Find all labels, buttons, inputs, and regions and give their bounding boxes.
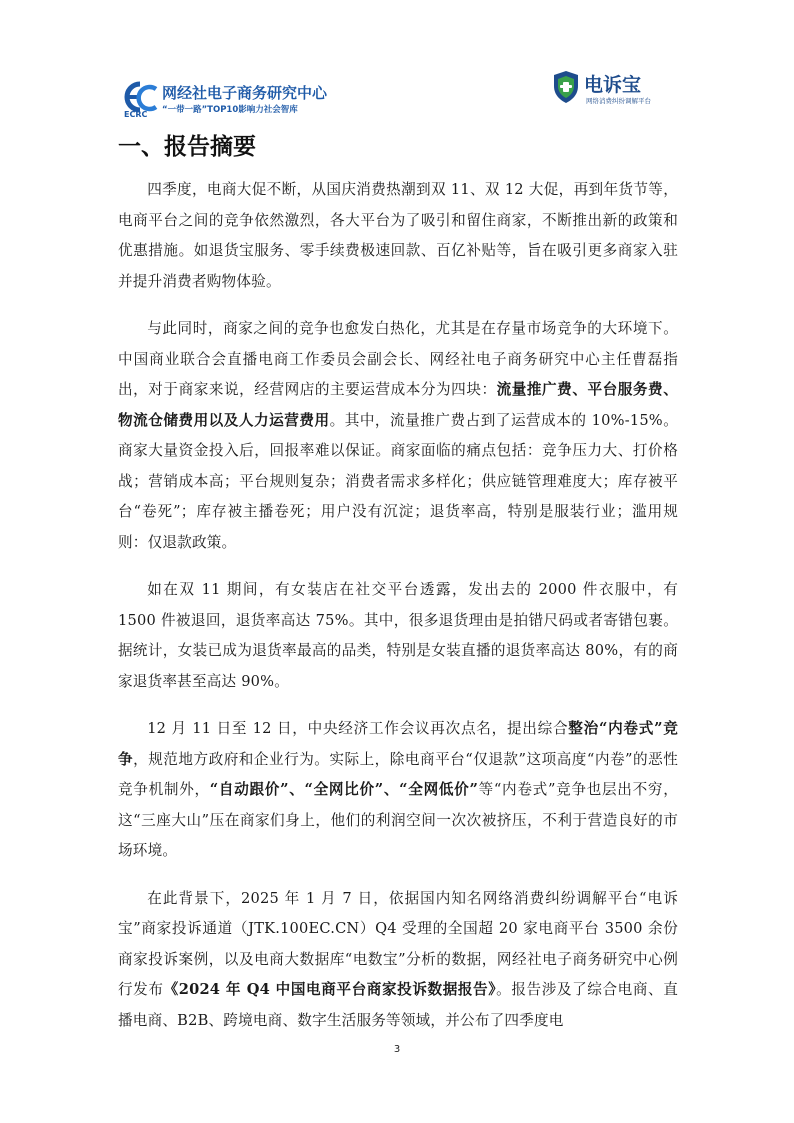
dianshubao-logo-subtitle: 网络消费纠纷调解平台 — [586, 97, 651, 105]
page-number: 3 — [393, 1044, 401, 1055]
body-paragraph — [118, 575, 678, 697]
body-paragraph — [118, 884, 678, 1037]
dianshubao-logo — [552, 70, 682, 112]
paragraph-text: 在此背景下，2025 年 1 月 7 日，依据国内知名网络消费纠纷调解平台“电诉宝”商家投诉通道（JTK.100EC.CN）Q4 受理的全国超 20 家电商平台 3500 余份商家投诉案例，以及电商大数据库“电数宝”分析的数据，网经社电子商务研究中心例行发布 — [118, 889, 678, 998]
paragraph-text: 四季度，电商大促不断，从国庆消费热潮到双 11、双 12 大促，再到年货节等，电商平台之间的竞争依然激烈，各大平台为了吸引和留住商家，不断推出新的政策和优惠措施。如退货宝服务、零手续费极速回款、百亿补贴等，旨在吸引更多商家入驻并提升消费者购物体验。 — [118, 181, 678, 290]
paragraph-text: ，规范地方政府和企业行为。实际上，除电商平台“仅退款”这项高度“内卷”的恶性竞争机制外， — [118, 750, 679, 798]
dianshubao-logo-name: 电诉宝 — [584, 74, 642, 96]
paragraph-text: 如在双 11 期间，有女装店在社交平台透露，发出去的 2000 件衣服中，有 1500 件被退回，退货率高达 75%。其中，很多退货理由是拍错尺码或者寄错包裹。据统计，女装已成为退货率最高的品类，特别是女装直播的退货率高达 80%，有的商家退货率甚至高达 90%。 — [118, 581, 678, 690]
ecrc-logo-abbr: ECRC — [124, 110, 148, 119]
paragraph-text: 。报告涉及了综合电商、直播电商、B2B、跨境电商、数字生活服务等领域，并公布了四季度电 — [118, 981, 678, 1029]
paragraph-text: 与此同时，商家之间的竞争也愈发白热化，尤其是在存量市场竞争的大环境下。中国商业联合会直播电商工作委员会副会长、网经社电子商务研究中心主任曹磊指出，对于商家来说，经营网店的主要运营成本分为四块： — [118, 320, 678, 398]
paragraph-text: 。其中，流量推广费占到了运营成本的 10%-15%。商家大量资金投入后，回报率难以保证。商家面临的痛点包括：竞争压力大、打价格战；营销成本高；平台规则复杂；消费者需求多样化；供应链管理难度大；库存被平台“卷死”；库存被主播卷死；用户没有沉淀；退货率高，特别是服装行业；滥用规则：仅退款政策。 — [118, 411, 678, 551]
shield-icon — [552, 70, 580, 104]
body-paragraph — [118, 314, 678, 558]
ecrc-logo — [122, 78, 342, 120]
ecrc-logo-subtitle: “一带一路”TOP10影响力社会智库 — [162, 105, 298, 115]
emphasized-text: 《2024 年 Q4 中国电商平台商家投诉数据报告》 — [163, 981, 497, 998]
body-paragraph — [118, 175, 678, 297]
report-summary-body — [118, 175, 678, 1053]
emphasized-text: 整治“内卷式”竞争 — [118, 720, 678, 768]
page-header — [0, 0, 794, 120]
section-title: 一、报告摘要 — [118, 134, 256, 160]
ecrc-logo-title: 网经社电子商务研究中心 — [162, 84, 328, 102]
paragraph-text: 等“内卷式”竞争也层出不穷，这“三座大山”压在商家们身上，他们的利润空间一次次被挤压，不利于营造良好的市场环境。 — [118, 781, 678, 859]
emphasized-text: 流量推广费、平台服务费、物流仓储费用以及人力运营费用 — [118, 381, 678, 429]
paragraph-text: 12 月 11 日至 12 日，中央经济工作会议再次点名，提出综合 — [147, 720, 569, 737]
body-paragraph — [118, 714, 678, 867]
emphasized-text: “自动跟价”、“全网比价”、“全网低价” — [209, 781, 479, 798]
